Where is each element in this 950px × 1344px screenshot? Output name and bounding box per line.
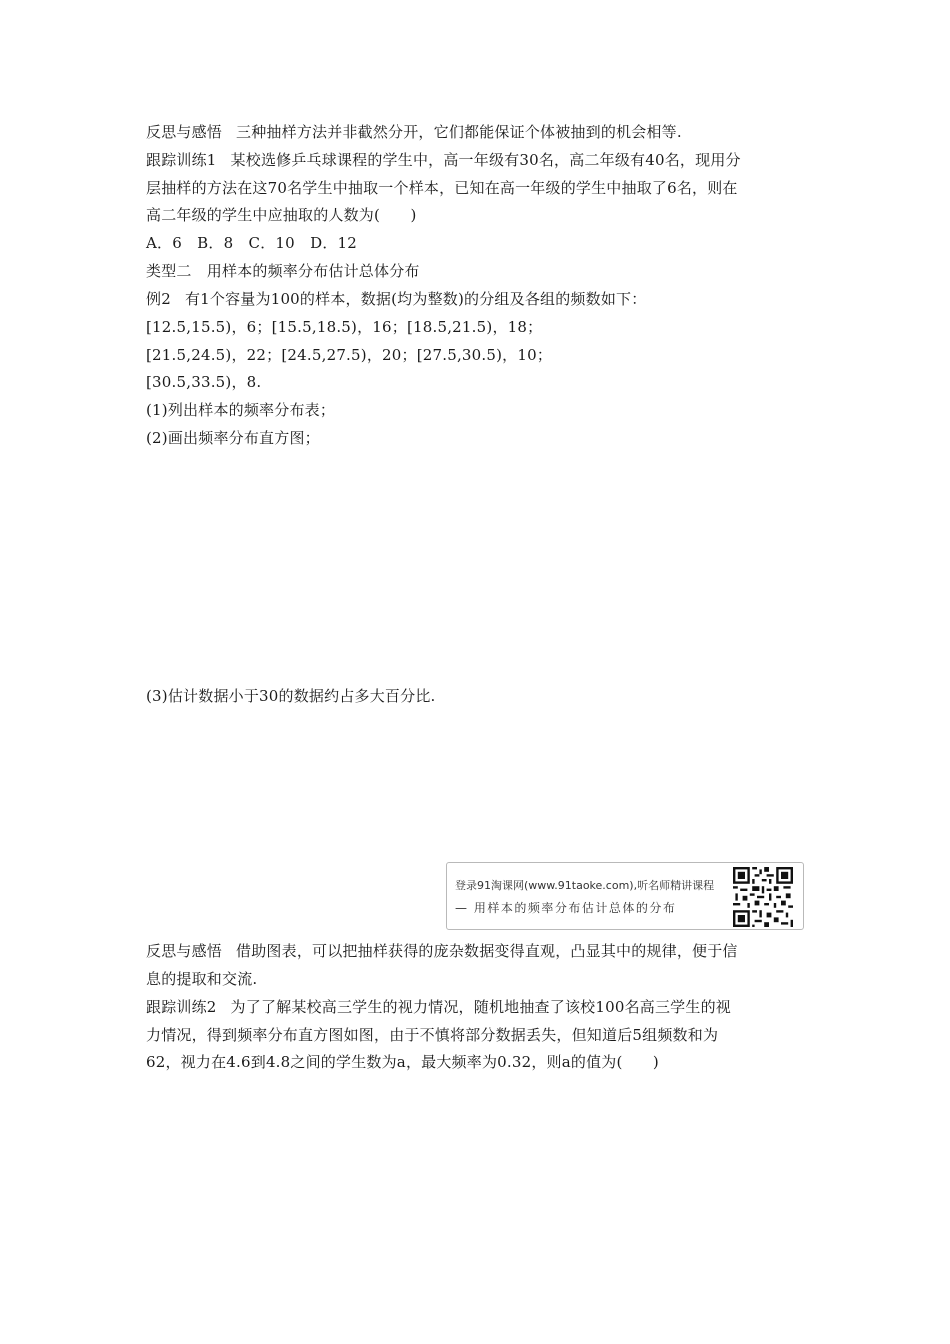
exercise-1-options: A．6 B．8 C．10 D．12 bbox=[146, 234, 358, 252]
reflection-label-2: 反思与感悟 bbox=[146, 942, 223, 960]
example-2-groups-3: [30.5,33.5)，8. bbox=[146, 373, 262, 391]
exercise-text-2: 为了了解某校高三学生的视力情况，随机地抽查了该校100名高三学生的视 bbox=[230, 998, 731, 1016]
example-2-groups-1: [12.5,15.5)，6；[15.5,18.5)，16；[18.5,21.5)，18； bbox=[146, 318, 543, 336]
exercise-2-line-2: 力情况，得到频率分布直方图如图，由于不慎将部分数据丢失，但知道后5组频数和为 bbox=[146, 1026, 719, 1044]
exercise-label: 跟踪训练1 bbox=[146, 151, 217, 169]
exercise-1-line-1 bbox=[146, 150, 816, 170]
banner-text-1: 登录91淘课网(www.91taoke.com),听名师精讲课程 bbox=[455, 879, 715, 892]
exercise-2-line-3: 62，视力在4.6到4.8之间的学生数为a，最大频率为0.32，则a的值为( ) bbox=[146, 1053, 659, 1071]
example-label: 例2 bbox=[146, 290, 171, 308]
example-2-question-3: (3)估计数据小于30的数据约占多大百分比. bbox=[146, 687, 436, 705]
example-2-question-2: (2)画出频率分布直方图； bbox=[146, 429, 320, 447]
reflection-text-2: 借助图表，可以把抽样获得的庞杂数据变得直观，凸显其中的规律，便于信 bbox=[236, 942, 738, 960]
example-2-question-1: (1)列出样本的频率分布表； bbox=[146, 401, 336, 419]
exercise-1-line-2: 层抽样的方法在这70名学生中抽取一个样本，已知在高一年级的学生中抽取了6名，则在 bbox=[146, 179, 738, 197]
banner-text-2: — 用样本的频率分布估计总体的分布 bbox=[455, 901, 677, 915]
reflection-2-line-2: 息的提取和交流. bbox=[146, 970, 258, 988]
example-intro-text: 有1个容量为100的样本，数据(均为整数)的分组及各组的频数如下： bbox=[184, 290, 647, 308]
exercise-2-line-1 bbox=[146, 997, 816, 1017]
reflection-1 bbox=[146, 122, 816, 142]
exercise-label-2: 跟踪训练2 bbox=[146, 998, 217, 1016]
exercise-text: 某校选修乒乓球课程的学生中，高一年级有30名，高二年级有40名，现用分 bbox=[230, 151, 741, 169]
reflection-label: 反思与感悟 bbox=[146, 123, 223, 141]
qr-code-icon[interactable] bbox=[733, 867, 793, 927]
course-banner[interactable] bbox=[446, 862, 804, 930]
exercise-1-line-3: 高二年级的学生中应抽取的人数为( ) bbox=[146, 206, 417, 224]
reflection-text: 三种抽样方法并非截然分开，它们都能保证个体被抽到的机会相等. bbox=[236, 123, 682, 141]
example-2-intro bbox=[146, 289, 816, 309]
example-2-groups-2: [21.5,24.5)，22；[24.5,27.5)，20；[27.5,30.5)，10； bbox=[146, 346, 553, 364]
section-heading-type-2: 类型二 用样本的频率分布估计总体分布 bbox=[146, 262, 420, 280]
reflection-2-line-1 bbox=[146, 941, 816, 961]
